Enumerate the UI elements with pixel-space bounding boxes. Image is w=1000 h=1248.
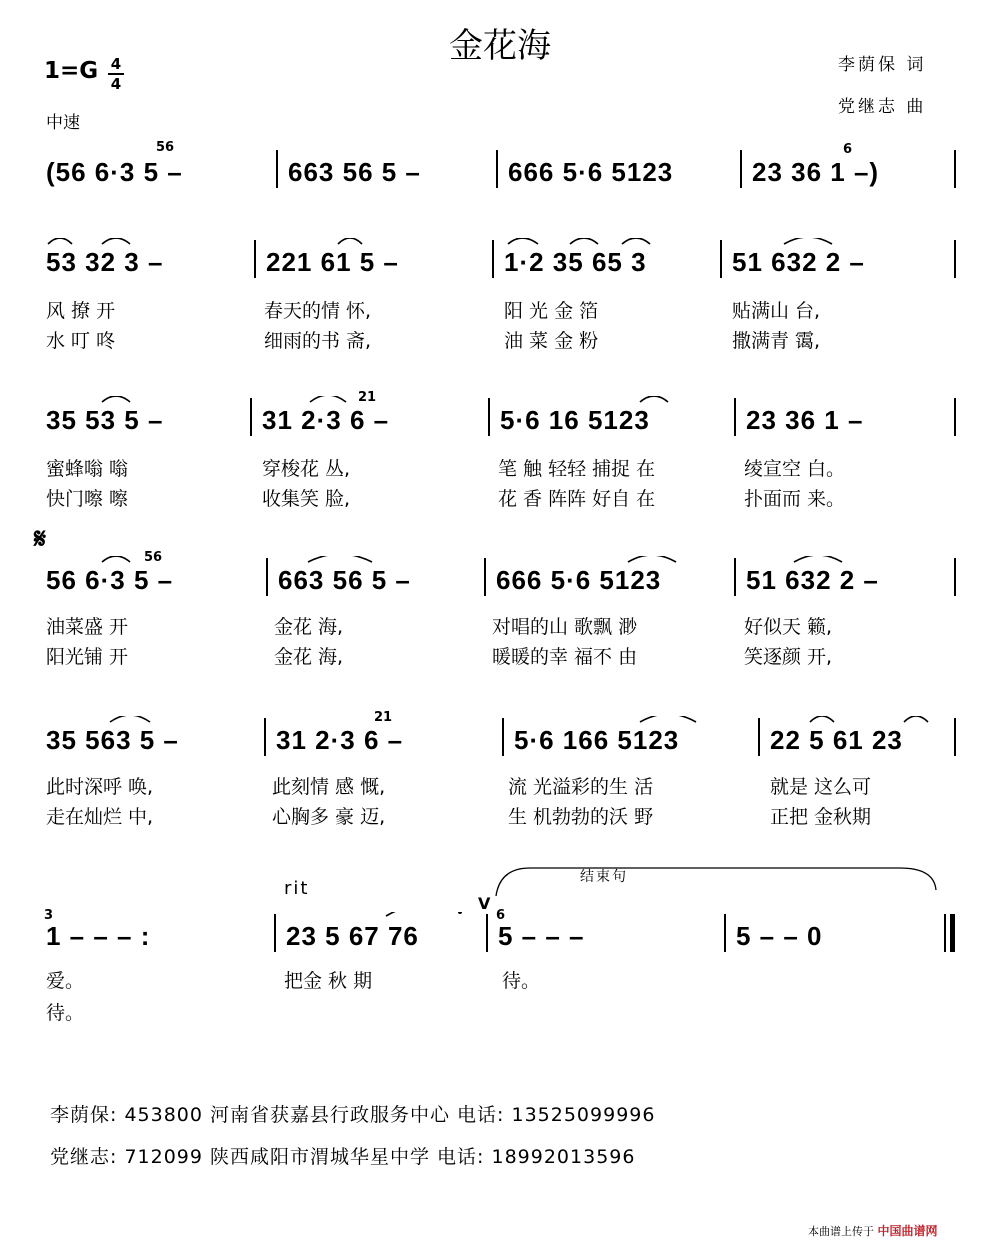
measure: 51 632 2 – xyxy=(732,247,865,277)
measure: 666 5·6 5123 xyxy=(508,157,674,187)
bar-line xyxy=(488,398,490,436)
bar-line xyxy=(276,150,278,188)
score-row-4 xyxy=(40,550,960,598)
bar-line xyxy=(484,558,486,596)
score-row-2 xyxy=(40,238,960,280)
lyric-verse-2-m2: 细雨的书 斋, xyxy=(264,330,372,352)
lyric-verse-2-m2: 心胸多 豪 迈, xyxy=(272,806,386,828)
lyric-verse-1-m3: 对唱的山 歌飘 渺 xyxy=(492,616,638,638)
measure: 5 – – – xyxy=(498,921,585,951)
ritardando-marking: rit xyxy=(284,878,310,899)
segno-sign: 𝄋 xyxy=(34,522,47,555)
lyric-verse-2-m4: 正把 金秋期 xyxy=(770,806,872,828)
lyric-verse-2-m4: 撒满青 霭, xyxy=(732,330,821,352)
bar-line xyxy=(720,240,722,278)
lyric-verse-2-m1: 水 叮 咚 xyxy=(46,330,116,352)
lyric-verse-2-m1: 走在灿烂 中, xyxy=(46,806,154,828)
lyric-verse-2-m1: 阳光铺 开 xyxy=(46,646,129,668)
lyric-verse-2-m2: 金花 海, xyxy=(274,646,344,668)
bar-line xyxy=(954,558,956,596)
composer-credit: 党继志 曲 xyxy=(838,97,927,117)
measure: 5·6 166 5123 xyxy=(514,725,680,755)
measure: 1·2 35 65 3 xyxy=(504,247,647,277)
measure: 31 2·3 6 – xyxy=(276,725,404,755)
lyric-verse-1-m3: 笔 触 轻轻 捕捉 在 xyxy=(498,458,656,480)
bar-line xyxy=(496,150,498,188)
lyric-verse-1-m2: 金花 海, xyxy=(274,616,344,638)
lyric-verse-1-m2: 此刻情 感 慨, xyxy=(272,776,386,798)
lyric-verse-1-m4: 就是 这么可 xyxy=(770,776,872,798)
bar-line xyxy=(734,398,736,436)
measure: 5 – – 0 xyxy=(736,921,823,951)
lyric-verse-1-m3: 流 光溢彩的生 活 xyxy=(508,776,654,798)
measure: 53 32 3 – xyxy=(46,247,164,277)
lyric-verse-2-m4: 笑逐颜 开, xyxy=(744,646,833,668)
measure: 663 56 5 – xyxy=(278,565,411,595)
time-signature xyxy=(108,56,124,92)
bar-line xyxy=(954,240,956,278)
bar-line xyxy=(486,914,488,952)
lyric-verse-1-m1: 油菜盛 开 xyxy=(46,616,129,638)
lyric-verse-1-m4: 绫宣空 白。 xyxy=(744,458,846,480)
watermark-text: 本曲谱上传于 xyxy=(808,1225,874,1238)
grace-note: 6 xyxy=(496,908,506,923)
lyric-verse-1-m3: 待。 xyxy=(502,970,541,992)
lyric-verse-1-m1: 爱。 xyxy=(46,970,85,992)
lyric-verse-2-m3: 油 菜 金 粉 xyxy=(504,330,599,352)
lyric-verse-1-m1: 此时深呼 唤, xyxy=(46,776,154,798)
key-signature: 1=G xyxy=(44,58,99,84)
meter-denominator: 4 xyxy=(110,75,122,93)
grace-note: 6 xyxy=(843,142,853,157)
measure: 666 5·6 5123 xyxy=(496,565,662,595)
lyric-verse-2-m3: 生 机勃勃的沃 野 xyxy=(508,806,654,828)
measure: 23 5 67 76 xyxy=(286,921,419,951)
lyric-verse-1-m3: 阳 光 金 箔 xyxy=(504,300,599,322)
bar-line xyxy=(954,718,956,756)
bar-line xyxy=(740,150,742,188)
lyric-verse-2-m1: 待。 xyxy=(46,1002,85,1024)
repeat-bar-line xyxy=(274,914,276,952)
bar-line xyxy=(954,150,956,188)
measure: 35 563 5 – xyxy=(46,725,179,755)
grace-note: 56 xyxy=(156,140,175,155)
bar-line xyxy=(264,718,266,756)
measure: 23 36 1 –) xyxy=(752,157,880,187)
score-row-1 xyxy=(40,140,960,190)
meter-numerator: 4 xyxy=(110,55,122,73)
lyric-verse-1-m2: 春天的情 怀, xyxy=(264,300,372,322)
bar-line xyxy=(492,240,494,278)
lyric-verse-1-m4: 贴满山 台, xyxy=(732,300,821,322)
bar-line xyxy=(502,718,504,756)
ending-bracket xyxy=(490,860,940,900)
bar-line xyxy=(250,398,252,436)
bar-line xyxy=(954,398,956,436)
song-title: 金花海 xyxy=(449,26,551,66)
lyric-verse-2-m2: 收集笑 脸, xyxy=(262,488,351,510)
bar-line xyxy=(266,558,268,596)
score-row-3 xyxy=(40,390,960,438)
grace-note: 21 xyxy=(358,390,377,405)
tempo-marking: 中速 xyxy=(46,113,80,133)
lyric-verse-2-m3: 花 香 阵阵 好自 在 xyxy=(498,488,656,510)
bar-line xyxy=(734,558,736,596)
measure: 31 2·3 6 – xyxy=(262,405,390,435)
measure: 663 56 5 – xyxy=(288,157,421,187)
lyric-verse-2-m4: 扑面而 来。 xyxy=(744,488,846,510)
bar-line xyxy=(758,718,760,756)
bar-line xyxy=(724,914,726,952)
contact-lyricist: 李荫保: 453800 河南省获嘉县行政服务中心 电话: 13525099996 xyxy=(50,1104,656,1126)
lyric-verse-1-m1: 蜜蜂嗡 嗡 xyxy=(46,458,129,480)
lyricist-credit: 李荫保 词 xyxy=(838,55,927,75)
lyric-verse-1-m2: 穿梭花 丛, xyxy=(262,458,351,480)
measure: 56 6·3 5 – xyxy=(46,565,174,595)
lyric-verse-1-m4: 好似天 籁, xyxy=(744,616,833,638)
watermark xyxy=(808,1222,938,1239)
ending-label: 结束句 xyxy=(580,869,628,885)
lyric-verse-2-m3: 暖暖的幸 福不 由 xyxy=(492,646,638,668)
grace-note: 56 xyxy=(144,550,163,565)
measure: 22 5 61 23 xyxy=(770,725,903,755)
breath-mark: V xyxy=(478,894,491,913)
final-bar-line-thick xyxy=(950,914,955,952)
grace-note: 3 xyxy=(44,908,54,923)
measure: 51 632 2 – xyxy=(746,565,879,595)
measure: 35 53 5 – xyxy=(46,405,164,435)
score-row-5 xyxy=(40,710,960,758)
measure: (56 6·3 5 – xyxy=(46,157,183,187)
measure: 1 – – – : xyxy=(46,921,151,951)
lyric-verse-2-m1: 快门嚓 嚓 xyxy=(46,488,129,510)
lyric-verse-1-m2: 把金 秋 期 xyxy=(284,970,373,992)
contact-composer: 党继志: 712099 陕西咸阳市渭城华星中学 电话: 18992013596 xyxy=(50,1146,636,1168)
bar-line xyxy=(254,240,256,278)
measure: 221 61 5 – xyxy=(266,247,399,277)
score-row-6 xyxy=(40,908,960,954)
final-bar-line-thin xyxy=(944,914,946,952)
measure: 5·6 16 5123 xyxy=(500,405,650,435)
measure: 23 36 1 – xyxy=(746,405,864,435)
lyric-verse-1-m1: 风 撩 开 xyxy=(46,300,116,322)
grace-note: 21 xyxy=(374,710,393,725)
watermark-logo: 中国曲谱网 xyxy=(877,1224,938,1238)
